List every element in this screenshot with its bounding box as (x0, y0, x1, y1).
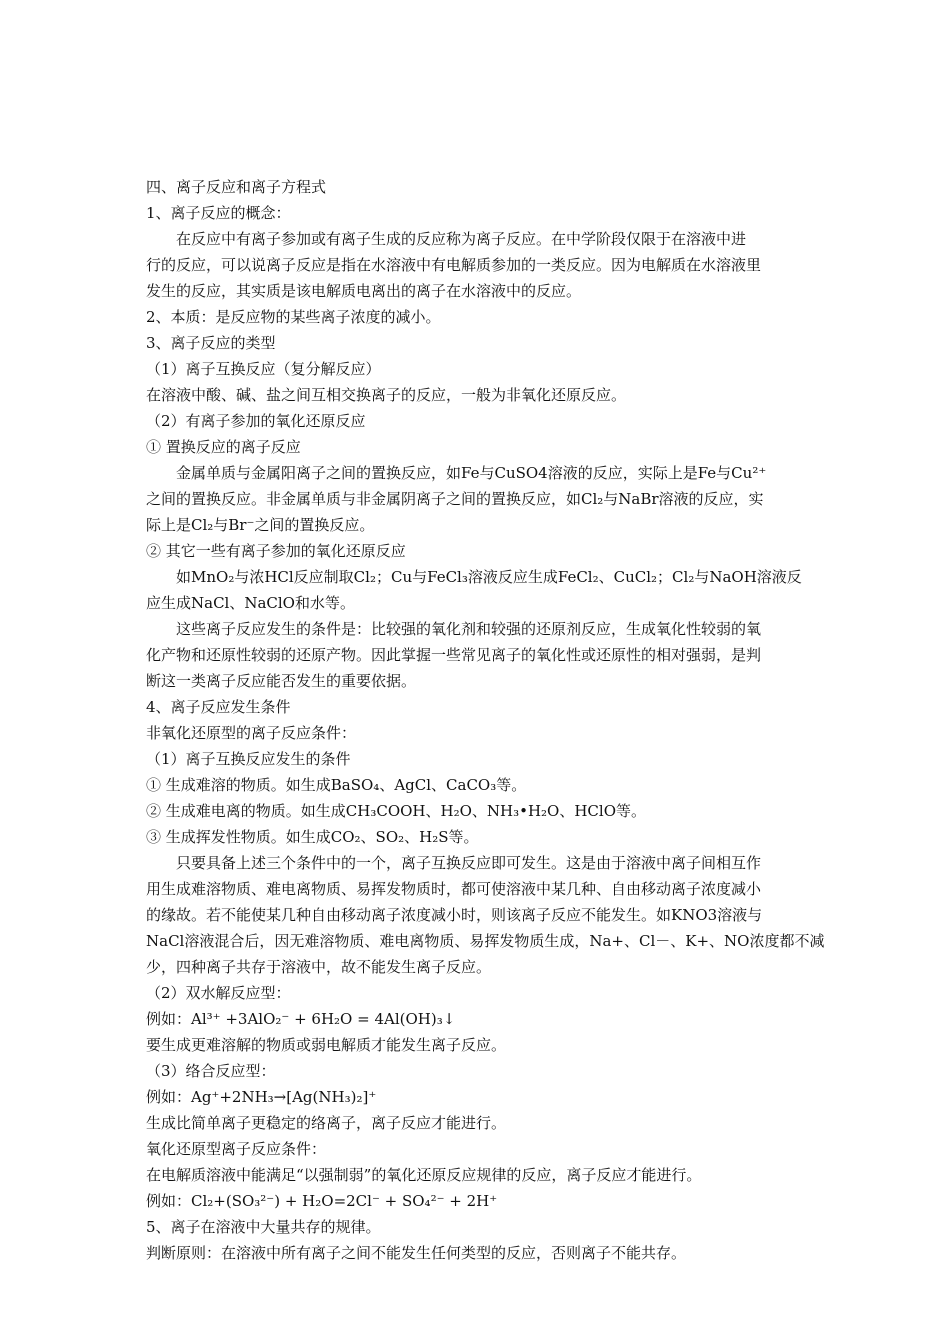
paragraph-line: 少，四种离子共存于溶液中，故不能发生离子反应。 (146, 958, 492, 976)
paragraph-line: 用生成难溶物质、难电离物质、易挥发物质时，都可使溶液中某几种、自由移动离子浓度减小 (146, 880, 762, 898)
subsection-title: （1）离子互换反应（复分解反应） (146, 360, 381, 378)
document-page (146, 174, 825, 1266)
list-item: ① 置换反应的离子反应 (146, 438, 301, 456)
paragraph-line: 之间的置换反应。非金属单质与非金属阴离子之间的置换反应，如Cl₂与NaBr溶液的反应，实 (146, 490, 764, 508)
paragraph-line: 应生成NaCl、NaClO和水等。 (146, 594, 355, 612)
paragraph-line: 在反应中有离子参加或有离子生成的反应称为离子反应。在中学阶段仅限于在溶液中进 (176, 230, 747, 248)
list-item: ① 生成难溶的物质。如生成BaSO₄、AgCl、CaCO₃等。 (146, 776, 527, 794)
subsection-title: （1）离子互换反应发生的条件 (146, 750, 351, 768)
list-item: ② 生成难电离的物质。如生成CH₃COOH、H₂O、NH₃•H₂O、HClO等。 (146, 802, 646, 820)
paragraph-line: 金属单质与金属阳离子之间的置换反应，如Fe与CuSO4溶液的反应，实际上是Fe与Cu²⁺ (176, 464, 767, 482)
paragraph-line: 际上是Cl₂与Br⁻之间的置换反应。 (146, 516, 375, 534)
section-3-title: 3、离子反应的类型 (146, 334, 276, 352)
paragraph-line: 的缘故。若不能使某几种自由移动离子浓度减小时，则该离子反应不能发生。如KNO3溶液与 (146, 906, 763, 924)
paragraph-line: NaCl溶液混合后，因无难溶物质、难电离物质、易挥发物质生成，Na+、Cl－、K+、NO浓度都不减 (146, 932, 825, 950)
subsection-title: 氧化还原型离子反应条件： (146, 1140, 327, 1158)
equation-example: 例如：Cl₂+(SO₃²⁻) + H₂O=2Cl⁻ + SO₄²⁻ + 2H⁺ (146, 1192, 498, 1210)
paragraph-line: 要生成更难溶解的物质或弱电解质才能发生离子反应。 (146, 1036, 507, 1054)
list-item: ② 其它一些有离子参加的氧化还原反应 (146, 542, 406, 560)
list-item: ③ 生成挥发性物质。如生成CO₂、SO₂、H₂S等。 (146, 828, 479, 846)
paragraph-line: 行的反应，可以说离子反应是指在水溶液中有电解质参加的一类反应。因为电解质在水溶液里 (146, 256, 762, 274)
paragraph-line: 这些离子反应发生的条件是：比较强的氧化剂和较强的还原剂反应，生成氧化性较弱的氧 (176, 620, 762, 638)
subsection-title: 非氧化还原型的离子反应条件： (146, 724, 357, 742)
section-heading: 四、离子反应和离子方程式 (146, 178, 327, 196)
paragraph-line: 生成比简单离子更稳定的络离子，离子反应才能进行。 (146, 1114, 507, 1132)
paragraph-line: 在电解质溶液中能满足“以强制弱”的氧化还原反应规律的反应，离子反应才能进行。 (146, 1166, 702, 1184)
paragraph-line: 判断原则：在溶液中所有离子之间不能发生任何类型的反应，否则离子不能共存。 (146, 1244, 687, 1262)
paragraph-line: 在溶液中酸、碱、盐之间互相交换离子的反应，一般为非氧化还原反应。 (146, 386, 627, 404)
paragraph-line: 发生的反应，其实质是该电解质电离出的离子在水溶液中的反应。 (146, 282, 582, 300)
subsection-title: （3）络合反应型： (146, 1062, 276, 1080)
section-2: 2、本质：是反应物的某些离子浓度的减小。 (146, 308, 441, 326)
section-4-title: 4、离子反应发生条件 (146, 698, 291, 716)
paragraph-line: 只要具备上述三个条件中的一个，离子互换反应即可发生。这是由于溶液中离子间相互作 (176, 854, 762, 872)
equation-example: 例如：Al³⁺ +3AlO₂⁻ + 6H₂O = 4Al(OH)₃↓ (146, 1010, 456, 1028)
subsection-title: （2）双水解反应型： (146, 984, 291, 1002)
section-5-title: 5、离子在溶液中大量共存的规律。 (146, 1218, 381, 1236)
paragraph-line: 断这一类离子反应能否发生的重要依据。 (146, 672, 417, 690)
equation-example: 例如：Ag⁺+2NH₃→[Ag(NH₃)₂]⁺ (146, 1088, 377, 1106)
paragraph-line: 化产物和还原性较弱的还原产物。因此掌握一些常见离子的氧化性或还原性的相对强弱，是判 (146, 646, 762, 664)
paragraph-line: 如MnO₂与浓HCl反应制取Cl₂；Cu与FeCl₃溶液反应生成FeCl₂、CuCl₂；Cl₂与NaOH溶液反 (176, 568, 802, 586)
section-1-title: 1、离子反应的概念： (146, 204, 291, 222)
subsection-title: （2）有离子参加的氧化还原反应 (146, 412, 366, 430)
